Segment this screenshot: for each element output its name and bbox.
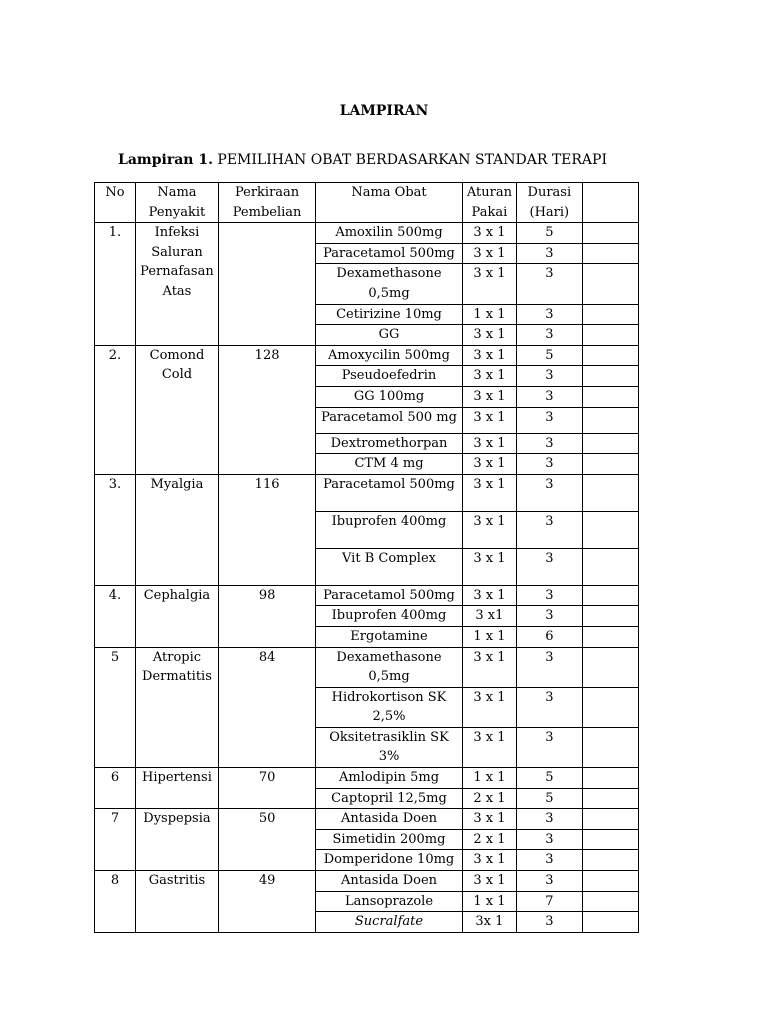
- cell-durasi: 5: [517, 345, 583, 366]
- cell-obat: Oksitetrasiklin SK 3%: [316, 727, 463, 767]
- cell-extra: [582, 325, 638, 346]
- cell-aturan: 3x 1: [462, 912, 516, 933]
- cell-obat: Antasida Doen: [316, 871, 463, 892]
- cell-penyakit: Comond Cold: [135, 345, 218, 474]
- cell-aturan: 1 x 1: [462, 891, 516, 912]
- cell-extra: [582, 548, 638, 585]
- cell-obat: Simetidin 200mg: [316, 829, 463, 850]
- cell-aturan: 3 x 1: [462, 585, 516, 606]
- cell-perkiraan: 49: [218, 871, 315, 933]
- cell-durasi: 3: [517, 809, 583, 830]
- cell-aturan: 3 x 1: [462, 433, 516, 454]
- cell-obat: Ibuprofen 400mg: [316, 511, 463, 548]
- cell-aturan: 3 x 1: [462, 243, 516, 264]
- drug-selection-table: [94, 182, 639, 933]
- cell-penyakit: Cephalgia: [135, 585, 218, 647]
- cell-penyakit: Dyspepsia: [135, 809, 218, 871]
- cell-extra: [582, 606, 638, 627]
- cell-obat: Hidrokortison SK 2,5%: [316, 687, 463, 727]
- cell-extra: [582, 727, 638, 767]
- cell-aturan: 2 x 1: [462, 788, 516, 809]
- cell-durasi: 3: [517, 407, 583, 433]
- table-row: [95, 345, 639, 366]
- cell-durasi: 3: [517, 243, 583, 264]
- cell-durasi: 6: [517, 626, 583, 647]
- cell-obat: Dexamethasone 0,5mg: [316, 264, 463, 304]
- cell-obat: Vit B Complex: [316, 548, 463, 585]
- cell-aturan: 1 x 1: [462, 304, 516, 325]
- table-header-row: [95, 183, 639, 223]
- cell-extra: [582, 454, 638, 475]
- cell-perkiraan: 98: [218, 585, 315, 647]
- cell-obat: Captopril 12,5mg: [316, 788, 463, 809]
- cell-penyakit: Myalgia: [135, 474, 218, 585]
- cell-obat: Ergotamine: [316, 626, 463, 647]
- table-row: [95, 871, 639, 892]
- cell-obat: Domperidone 10mg: [316, 850, 463, 871]
- cell-durasi: 3: [517, 585, 583, 606]
- cell-no: 3.: [95, 474, 136, 585]
- cell-aturan: 3 x1: [462, 606, 516, 627]
- cell-durasi: 3: [517, 606, 583, 627]
- cell-aturan: 3 x 1: [462, 850, 516, 871]
- cell-perkiraan: [218, 223, 315, 346]
- cell-aturan: 3 x 1: [462, 386, 516, 407]
- cell-aturan: 3 x 1: [462, 809, 516, 830]
- table-row: [95, 474, 639, 511]
- header-durasi: Durasi (Hari): [517, 183, 583, 223]
- cell-obat: GG 100mg: [316, 386, 463, 407]
- cell-extra: [582, 407, 638, 433]
- cell-extra: [582, 809, 638, 830]
- cell-extra: [582, 891, 638, 912]
- cell-extra: [582, 788, 638, 809]
- table-row: [95, 647, 639, 687]
- cell-aturan: 3 x 1: [462, 454, 516, 475]
- cell-aturan: 2 x 1: [462, 829, 516, 850]
- cell-no: 1.: [95, 223, 136, 346]
- cell-durasi: 3: [517, 647, 583, 687]
- cell-durasi: 5: [517, 768, 583, 789]
- table-row: [95, 768, 639, 789]
- cell-extra: [582, 850, 638, 871]
- cell-extra: [582, 474, 638, 511]
- cell-penyakit: Infeksi Saluran Pernafasan Atas: [135, 223, 218, 346]
- cell-aturan: 1 x 1: [462, 626, 516, 647]
- cell-extra: [582, 366, 638, 387]
- cell-durasi: 3: [517, 264, 583, 304]
- table-caption: [0, 152, 725, 168]
- cell-extra: [582, 768, 638, 789]
- cell-extra: [582, 626, 638, 647]
- cell-perkiraan: 116: [218, 474, 315, 585]
- cell-durasi: 3: [517, 511, 583, 548]
- table-body: [95, 223, 639, 933]
- cell-perkiraan: 50: [218, 809, 315, 871]
- table-row: [95, 585, 639, 606]
- cell-obat: Pseudoefedrin: [316, 366, 463, 387]
- cell-obat: Lansoprazole: [316, 891, 463, 912]
- cell-extra: [582, 386, 638, 407]
- cell-perkiraan: 128: [218, 345, 315, 474]
- table-row: [95, 223, 639, 244]
- cell-durasi: 3: [517, 325, 583, 346]
- cell-aturan: 3 x 1: [462, 548, 516, 585]
- cell-extra: [582, 345, 638, 366]
- cell-aturan: 3 x 1: [462, 687, 516, 727]
- cell-durasi: 3: [517, 433, 583, 454]
- cell-obat: Amoxilin 500mg: [316, 223, 463, 244]
- cell-aturan: 3 x 1: [462, 727, 516, 767]
- cell-penyakit: Gastritis: [135, 871, 218, 933]
- cell-extra: [582, 243, 638, 264]
- cell-extra: [582, 912, 638, 933]
- cell-penyakit: Hipertensi: [135, 768, 218, 809]
- cell-extra: [582, 264, 638, 304]
- cell-obat: Amlodipin 5mg: [316, 768, 463, 789]
- cell-obat: Antasida Doen: [316, 809, 463, 830]
- cell-obat: Amoxycilin 500mg: [316, 345, 463, 366]
- cell-aturan: 3 x 1: [462, 264, 516, 304]
- cell-aturan: 3 x 1: [462, 871, 516, 892]
- cell-durasi: 5: [517, 223, 583, 244]
- cell-extra: [582, 223, 638, 244]
- cell-durasi: 3: [517, 454, 583, 475]
- cell-aturan: 3 x 1: [462, 366, 516, 387]
- cell-durasi: 3: [517, 850, 583, 871]
- cell-aturan: 3 x 1: [462, 223, 516, 244]
- cell-obat: Sucralfate: [316, 912, 463, 933]
- header-extra: [582, 183, 638, 223]
- header-no: No: [95, 183, 136, 223]
- cell-extra: [582, 585, 638, 606]
- cell-durasi: 3: [517, 687, 583, 727]
- cell-durasi: 3: [517, 366, 583, 387]
- cell-durasi: 3: [517, 912, 583, 933]
- cell-aturan: 3 x 1: [462, 511, 516, 548]
- cell-durasi: 3: [517, 548, 583, 585]
- cell-extra: [582, 687, 638, 727]
- cell-extra: [582, 829, 638, 850]
- cell-aturan: 3 x 1: [462, 325, 516, 346]
- cell-no: 7: [95, 809, 136, 871]
- cell-aturan: 1 x 1: [462, 768, 516, 789]
- cell-durasi: 7: [517, 891, 583, 912]
- cell-obat: Dextromethorpan: [316, 433, 463, 454]
- cell-durasi: 3: [517, 474, 583, 511]
- cell-no: 2.: [95, 345, 136, 474]
- header-perkiraan: Perkiraan Pembelian: [218, 183, 315, 223]
- cell-no: 4.: [95, 585, 136, 647]
- cell-durasi: 3: [517, 727, 583, 767]
- cell-extra: [582, 304, 638, 325]
- table-row: [95, 809, 639, 830]
- cell-aturan: 3 x 1: [462, 474, 516, 511]
- cell-obat: Ibuprofen 400mg: [316, 606, 463, 627]
- caption-label: Lampiran 1.: [118, 152, 213, 168]
- cell-extra: [582, 511, 638, 548]
- cell-extra: [582, 871, 638, 892]
- cell-aturan: 3 x 1: [462, 345, 516, 366]
- cell-obat: Paracetamol 500mg: [316, 243, 463, 264]
- caption-text: PEMILIHAN OBAT BERDASARKAN STANDAR TERAPI: [217, 152, 607, 168]
- header-penyakit: Nama Penyakit: [135, 183, 218, 223]
- cell-no: 6: [95, 768, 136, 809]
- cell-obat: Paracetamol 500mg: [316, 474, 463, 511]
- cell-durasi: 5: [517, 788, 583, 809]
- cell-no: 8: [95, 871, 136, 933]
- cell-durasi: 3: [517, 304, 583, 325]
- cell-obat: Paracetamol 500 mg: [316, 407, 463, 433]
- cell-obat: Cetirizine 10mg: [316, 304, 463, 325]
- cell-durasi: 3: [517, 829, 583, 850]
- cell-penyakit: Atropic Dermatitis: [135, 647, 218, 768]
- cell-perkiraan: 70: [218, 768, 315, 809]
- cell-aturan: 3 x 1: [462, 407, 516, 433]
- cell-no: 5: [95, 647, 136, 768]
- header-obat: Nama Obat: [316, 183, 463, 223]
- header-aturan: Aturan Pakai: [462, 183, 516, 223]
- cell-durasi: 3: [517, 871, 583, 892]
- cell-obat: CTM 4 mg: [316, 454, 463, 475]
- cell-durasi: 3: [517, 386, 583, 407]
- cell-obat: GG: [316, 325, 463, 346]
- cell-perkiraan: 84: [218, 647, 315, 768]
- cell-aturan: 3 x 1: [462, 647, 516, 687]
- cell-extra: [582, 433, 638, 454]
- cell-obat: Dexamethasone 0,5mg: [316, 647, 463, 687]
- page-heading: LAMPIRAN: [339, 103, 429, 119]
- cell-obat: Paracetamol 500mg: [316, 585, 463, 606]
- cell-extra: [582, 647, 638, 687]
